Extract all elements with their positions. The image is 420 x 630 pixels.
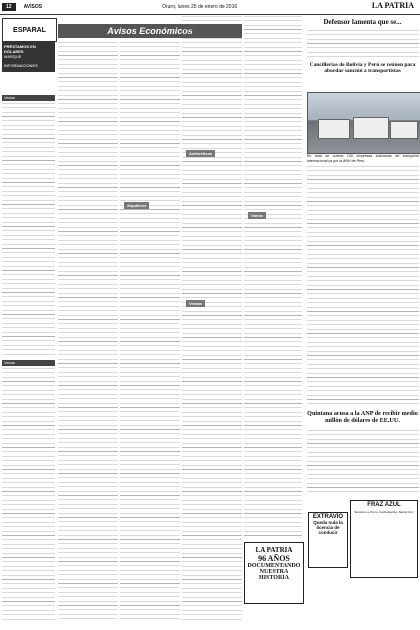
section-name: AVISOS	[23, 4, 43, 10]
fraz-azul-ad	[350, 500, 418, 578]
article-body-3	[307, 430, 419, 496]
classifieds-col-3	[120, 42, 180, 622]
truck-shape	[353, 117, 389, 139]
classifieds-left-2	[2, 368, 55, 623]
promo-sub: MARQUE	[4, 54, 22, 59]
patria-brand: LA PATRIA	[255, 546, 293, 554]
second-headline: Quintana acusa a la ANP de recibir medio millón de dólares de EE.UU.	[307, 410, 418, 424]
info-label: INFORMACIONES	[4, 63, 38, 68]
brand-name: LA PATRIA	[371, 1, 414, 10]
category-header-1: Varios	[2, 95, 55, 101]
article-body-2	[307, 166, 419, 406]
la-patria-box	[244, 542, 304, 604]
promo-title: PRÉSTAMOS EN DÓLARES	[4, 44, 36, 54]
avisos-banner: Avisos Económicos	[58, 24, 242, 38]
section-label-anticreticos: Anticréticos	[186, 150, 215, 157]
patria-line1: 96 AÑOS	[258, 554, 290, 563]
photo-caption: En total se cuenta 136 empresas bolivianas de transporte internacional ya por la ANH de Perú.	[307, 154, 419, 163]
truck-shape	[318, 119, 350, 139]
extravio-notice	[308, 512, 348, 568]
classifieds-col-5	[244, 16, 302, 538]
trucks-photo	[307, 92, 420, 154]
patria-line3: NUESTRA	[259, 569, 289, 575]
fraz-azul-text: Servicios a Oruro, Cochabamba, Santa Cruz	[354, 510, 414, 514]
truck-shape	[390, 121, 418, 139]
classifieds-col-4	[182, 16, 242, 622]
section-label-varios: Varios	[248, 212, 266, 219]
patria-line2: DOCUMENTANDO	[247, 563, 301, 569]
category-header-2: Varios	[2, 360, 55, 366]
patria-line4: HISTORIA	[259, 575, 289, 581]
section-label-alquileres: Alquileres	[124, 202, 149, 209]
page-number: 12	[2, 3, 16, 11]
article-title: Defensor lamenta que se...	[323, 18, 402, 26]
esparal-logo: ESPARAL	[2, 18, 57, 42]
classifieds-col-2	[58, 42, 118, 622]
date-line: Oruro, lunes 25 de enero de 2016	[162, 4, 238, 10]
article-body-1	[307, 30, 419, 60]
extravio-title: EXTRAVÍO	[312, 514, 344, 520]
classifieds-left-1	[2, 103, 55, 358]
article-headline: Cancillerías de Bolivia y Perú se reúnen para abordar sanción a transportistas	[309, 62, 416, 74]
page-header	[0, 0, 420, 15]
fraz-azul-title: FRAZ AZUL	[367, 502, 401, 508]
promo-box	[2, 42, 55, 72]
extravio-text: Queda nula la licencia de conducir	[313, 520, 343, 535]
section-label-ventas: Ventas	[186, 300, 205, 307]
